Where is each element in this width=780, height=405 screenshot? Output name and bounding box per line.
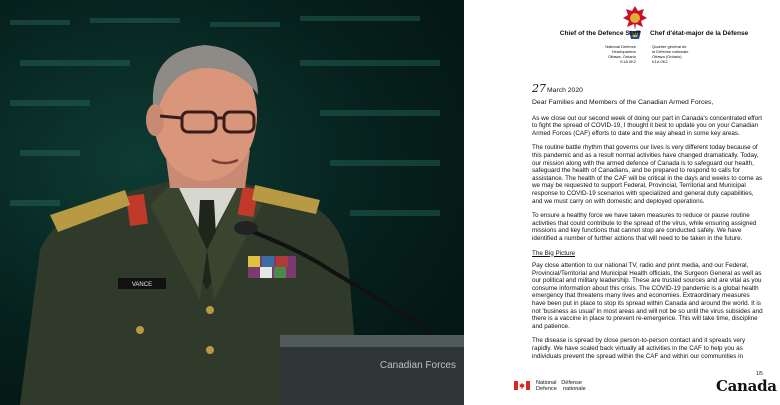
paragraph: As we close out our second week of doing our part in Canada's concentrated effort to fight the spread of COVID-19, I thought it best to update you on your Canadian Armed Forces (CAF) efforts to date and the way ahead in some key areas.: [532, 114, 763, 137]
address-line: Ottawa, Ontario: [607, 54, 636, 59]
dept-fr: Défense: [561, 380, 583, 386]
title-english: Chief of the Defence Staff: [559, 30, 640, 37]
dept-en-2: Defence: [536, 386, 557, 393]
address-line: K1A 0K2: [652, 59, 668, 64]
address-line: Ottawa (Ontario): [652, 54, 682, 59]
letter-date: [532, 82, 583, 95]
address-line: K1A 0K2: [620, 59, 636, 64]
paragraph: Pay close attention to our national TV, radio and print media, and our Federal, Provincial/Territorial and Municipal Health officials, the Surgeon General as well as our political and military leadership. These are trusted sources and are vital as you consume information about this crisis. The COVID-19 pandemic is a global health emergency that threatens many lives and economies. Extraordinary measures have been put in place to stop its spread within Canada and around the world. It is not 'business as usual' in most areas and will not be so until the virus subsides and there is a vaccine in place to prevent re-emergence. This will take time, discipline and patience.: [532, 262, 763, 330]
salutation: Dear Families and Members of the Canadian Armed Forces,: [532, 99, 714, 106]
paragraph: The routine battle rhythm that governs our lives is very different today because of this pandemic and as a result normal activities have changed dramatically. Today, our mission along with the armed defence of Canada is to safeguard our health, safeguard the health of Canadians, and be prepared to respond to calls for assistance. The health of the CAF will be critical in the days and weeks to come as we may be requested to support Federal, Provincial, Territorial and Municipal response to COVID-19 scenarios with specialized and general duty capabilities, and we must carry on with domestic and deployed operations.: [532, 144, 763, 205]
canada-flag-icon: [514, 381, 530, 390]
address-line: Headquarters: [611, 49, 636, 54]
dept-en: National: [536, 380, 557, 386]
paragraph: To ensure a healthy force we have taken measures to reduce or pause routine activities that could contribute to the spread of the virus, while ensuring assigned missions and key functions that cannot stop are conducted safely. We have identified a number of further actions that will need to be taken in the future.: [532, 212, 757, 242]
address-french: [652, 44, 712, 64]
address-line: la Défense nationale: [652, 49, 689, 54]
date-day: 27: [532, 82, 546, 95]
address-english: [582, 44, 636, 64]
paragraph: The disease is spread by close person-to-person contact and it spreads very rapidly. We have scaled back virtually all activities in the CAF to help you as individuals prevent the spread within the CAF and within our communities in: [532, 337, 746, 360]
letter-body: [532, 99, 764, 367]
dept-fr-2: nationale: [563, 386, 586, 393]
department-signature: [536, 380, 586, 393]
address-line: Quartier général de: [652, 44, 687, 49]
title-french: Chef d'état-major de la Défense: [650, 30, 749, 37]
photo-credit: Canadian Forces: [379, 360, 456, 371]
letter-page: [470, 0, 780, 405]
page-number: 1/5: [756, 371, 763, 377]
date-text: March 2020: [547, 87, 583, 94]
name-tag-text: VANCE: [131, 282, 153, 288]
canada-wordmark: Canada: [716, 377, 777, 395]
address-line: National Defence: [605, 44, 636, 49]
section-heading: The Big Picture: [532, 249, 576, 257]
